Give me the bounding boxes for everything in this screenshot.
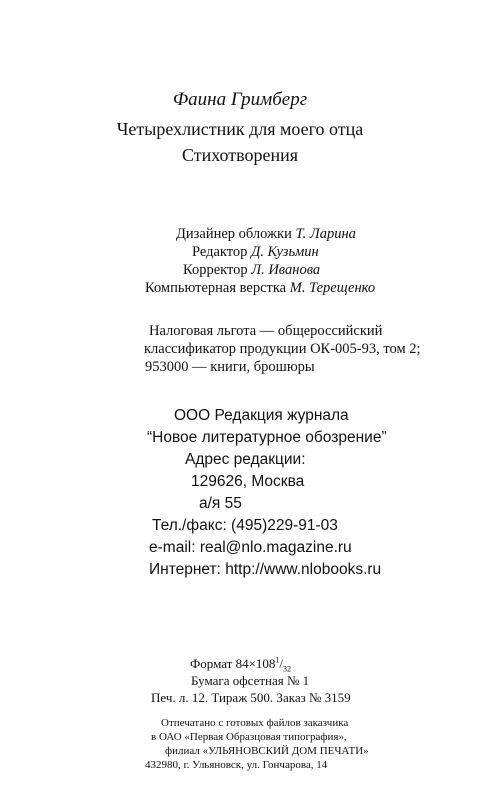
credit-name: Т. Ларина (295, 226, 356, 242)
publisher-city: 129626, Москва (191, 473, 305, 490)
credit-name: Л. Иванова (251, 262, 321, 278)
publisher-journal: “Новое литературное обозрение” (147, 429, 387, 446)
printer-line-1: Отпечатано с готовых файлов заказчика (161, 717, 349, 729)
credit-role: Корректор (183, 262, 248, 278)
credit-cover-designer (176, 227, 356, 242)
tax-line-1: Налоговая льгота — общероссийский (149, 323, 383, 339)
publisher-email: e-mail: real@nlo.magazine.ru (149, 539, 352, 556)
book-genre: Стихотворения (181, 145, 299, 165)
format-numerator: 1 (275, 655, 280, 665)
publisher-po-box: а/я 55 (199, 495, 242, 512)
publisher-website: Интернет: http://www.nlobooks.ru (149, 561, 382, 578)
format-value: Формат 84×108 (190, 656, 276, 671)
printer-line-3: филиал «УЛЬЯНОВСКИЙ ДОМ ПЕЧАТИ» (165, 745, 369, 757)
credit-layout (145, 281, 375, 296)
credit-proofreader (183, 263, 320, 278)
imprint-format: Формат $84\times 108^1/_{32}$ (190, 655, 292, 674)
book-title: Четырехлистник для моего отца (116, 119, 364, 139)
publisher-name: ООО Редакция журнала (174, 407, 349, 424)
book-author: Фаина Гримберг (172, 89, 308, 110)
publisher-phone: Тел./факс: (495)229-91-03 (152, 517, 338, 534)
credit-name: М. Терещенко (289, 280, 376, 296)
printer-line-4: 432980, г. Ульяновск, ул. Гончарова, 14 (145, 759, 328, 771)
imprint-paper: Бумага офсетная № 1 (191, 673, 310, 688)
tax-line-2: классификатор продукции ОК-005-93, том 2; (144, 341, 421, 357)
format-denominator: 32 (283, 664, 292, 674)
credit-role: Дизайнер обложки (176, 226, 292, 242)
tax-line-3: 953000 — книги, брошюры (145, 359, 315, 375)
credit-name: Д. Кузьмин (251, 244, 319, 260)
publisher-address-label: Адрес редакции: (185, 451, 306, 468)
credit-editor (192, 245, 319, 260)
credit-role: Компьютерная верстка (145, 280, 287, 296)
imprint-print-run: Печ. л. 12. Тираж 500. Заказ № 3159 (151, 690, 351, 705)
printer-line-2: в ОАО «Первая Образцовая типография», (151, 731, 347, 743)
credit-role: Редактор (192, 244, 248, 260)
